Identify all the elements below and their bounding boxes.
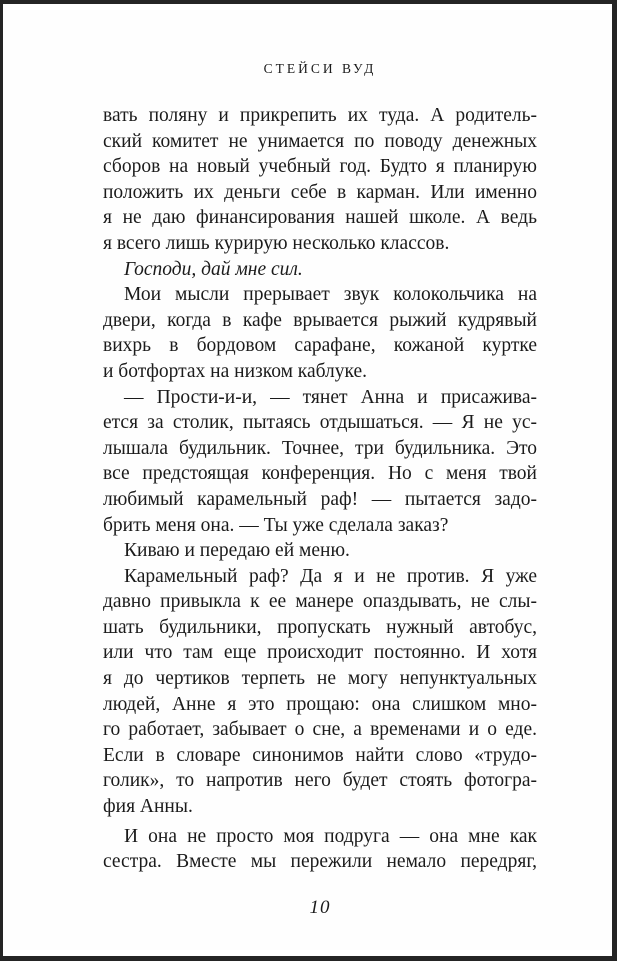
- text-line: Мои мысли прерывает звук колокольчика на: [124, 284, 537, 306]
- page-number: 10: [309, 897, 331, 918]
- paragraph: [103, 385, 537, 539]
- text-line: брить меня она. — Ты уже сделала заказ?: [103, 514, 449, 536]
- text-line: людей, Анне я это прощаю: она слишком мно-: [103, 693, 537, 715]
- text-line: Киваю и передаю ей меню.: [124, 540, 350, 562]
- text-line: я не даю финансирования нашей школе. А ведь: [103, 207, 537, 229]
- text-line: положить их деньги себе в карман. Или именно: [103, 181, 537, 203]
- book-page: [3, 4, 612, 956]
- paragraph: [103, 282, 537, 384]
- text-line: или что там еще происходит постоянно. И хотя: [103, 642, 537, 664]
- text-line: любимый карамельный раф! — пытается задо-: [103, 488, 537, 510]
- text-line: сестра. Вместе мы пережили немало передряг,: [103, 851, 537, 873]
- text-line: и ботфортах на низком каблуке.: [103, 360, 368, 382]
- paragraph: [103, 538, 537, 564]
- paragraph: [103, 824, 537, 875]
- text-line: Господи, дай мне сил.: [124, 258, 303, 280]
- running-header-author: СТЕЙСИ ВУД: [263, 61, 377, 76]
- paragraph: [103, 103, 537, 257]
- text-line: вихрь в бордовом сарафане, кожаной куртке: [103, 335, 537, 357]
- text-line: я всего лишь курирую несколько классов.: [103, 232, 450, 254]
- text-line: фия Анны.: [103, 796, 193, 818]
- text-line: го работает, забывает о сне, а временами и о еде.: [103, 719, 537, 741]
- text-line: И она не просто моя подруга — она мне как: [124, 825, 537, 847]
- paragraph: [103, 564, 537, 820]
- text-line: ский комитет не унимается по поводу денежных: [103, 130, 537, 152]
- text-line: ется за столик, пытаясь отдышаться. — Я не ус-: [103, 412, 537, 434]
- text-line: я до чертиков терпеть не могу непунктуальных: [103, 668, 537, 690]
- text-line: давно привыкла к ее манере опаздывать, не слы-: [103, 591, 537, 613]
- text-line: голик», то напротив него будет стоять фотогра-: [103, 770, 537, 792]
- text-line: Карамельный раф? Да я и не против. Я уже: [124, 565, 537, 587]
- text-line: сборов на новый учебный год. Будто я планирую: [103, 156, 537, 178]
- text-line: Если в словаре синонимов найти слово «трудо-: [103, 744, 537, 766]
- text-line: двери, когда в кафе врывается рыжий кудрявый: [103, 309, 537, 331]
- text-line: шать будильники, пропускать нужный автобус,: [103, 616, 537, 638]
- text-line: все предстоящая конференция. Но с меня твой: [103, 463, 537, 485]
- text-line: — Прости-и-и, — тянет Анна и присажива-: [124, 386, 537, 408]
- body-text-block: [103, 103, 537, 875]
- text-line: лышала будильник. Точнее, три будильника. Это: [103, 437, 537, 459]
- paragraph: [103, 257, 537, 283]
- text-line: вать поляну и прикрепить их туда. А родитель-: [103, 105, 537, 126]
